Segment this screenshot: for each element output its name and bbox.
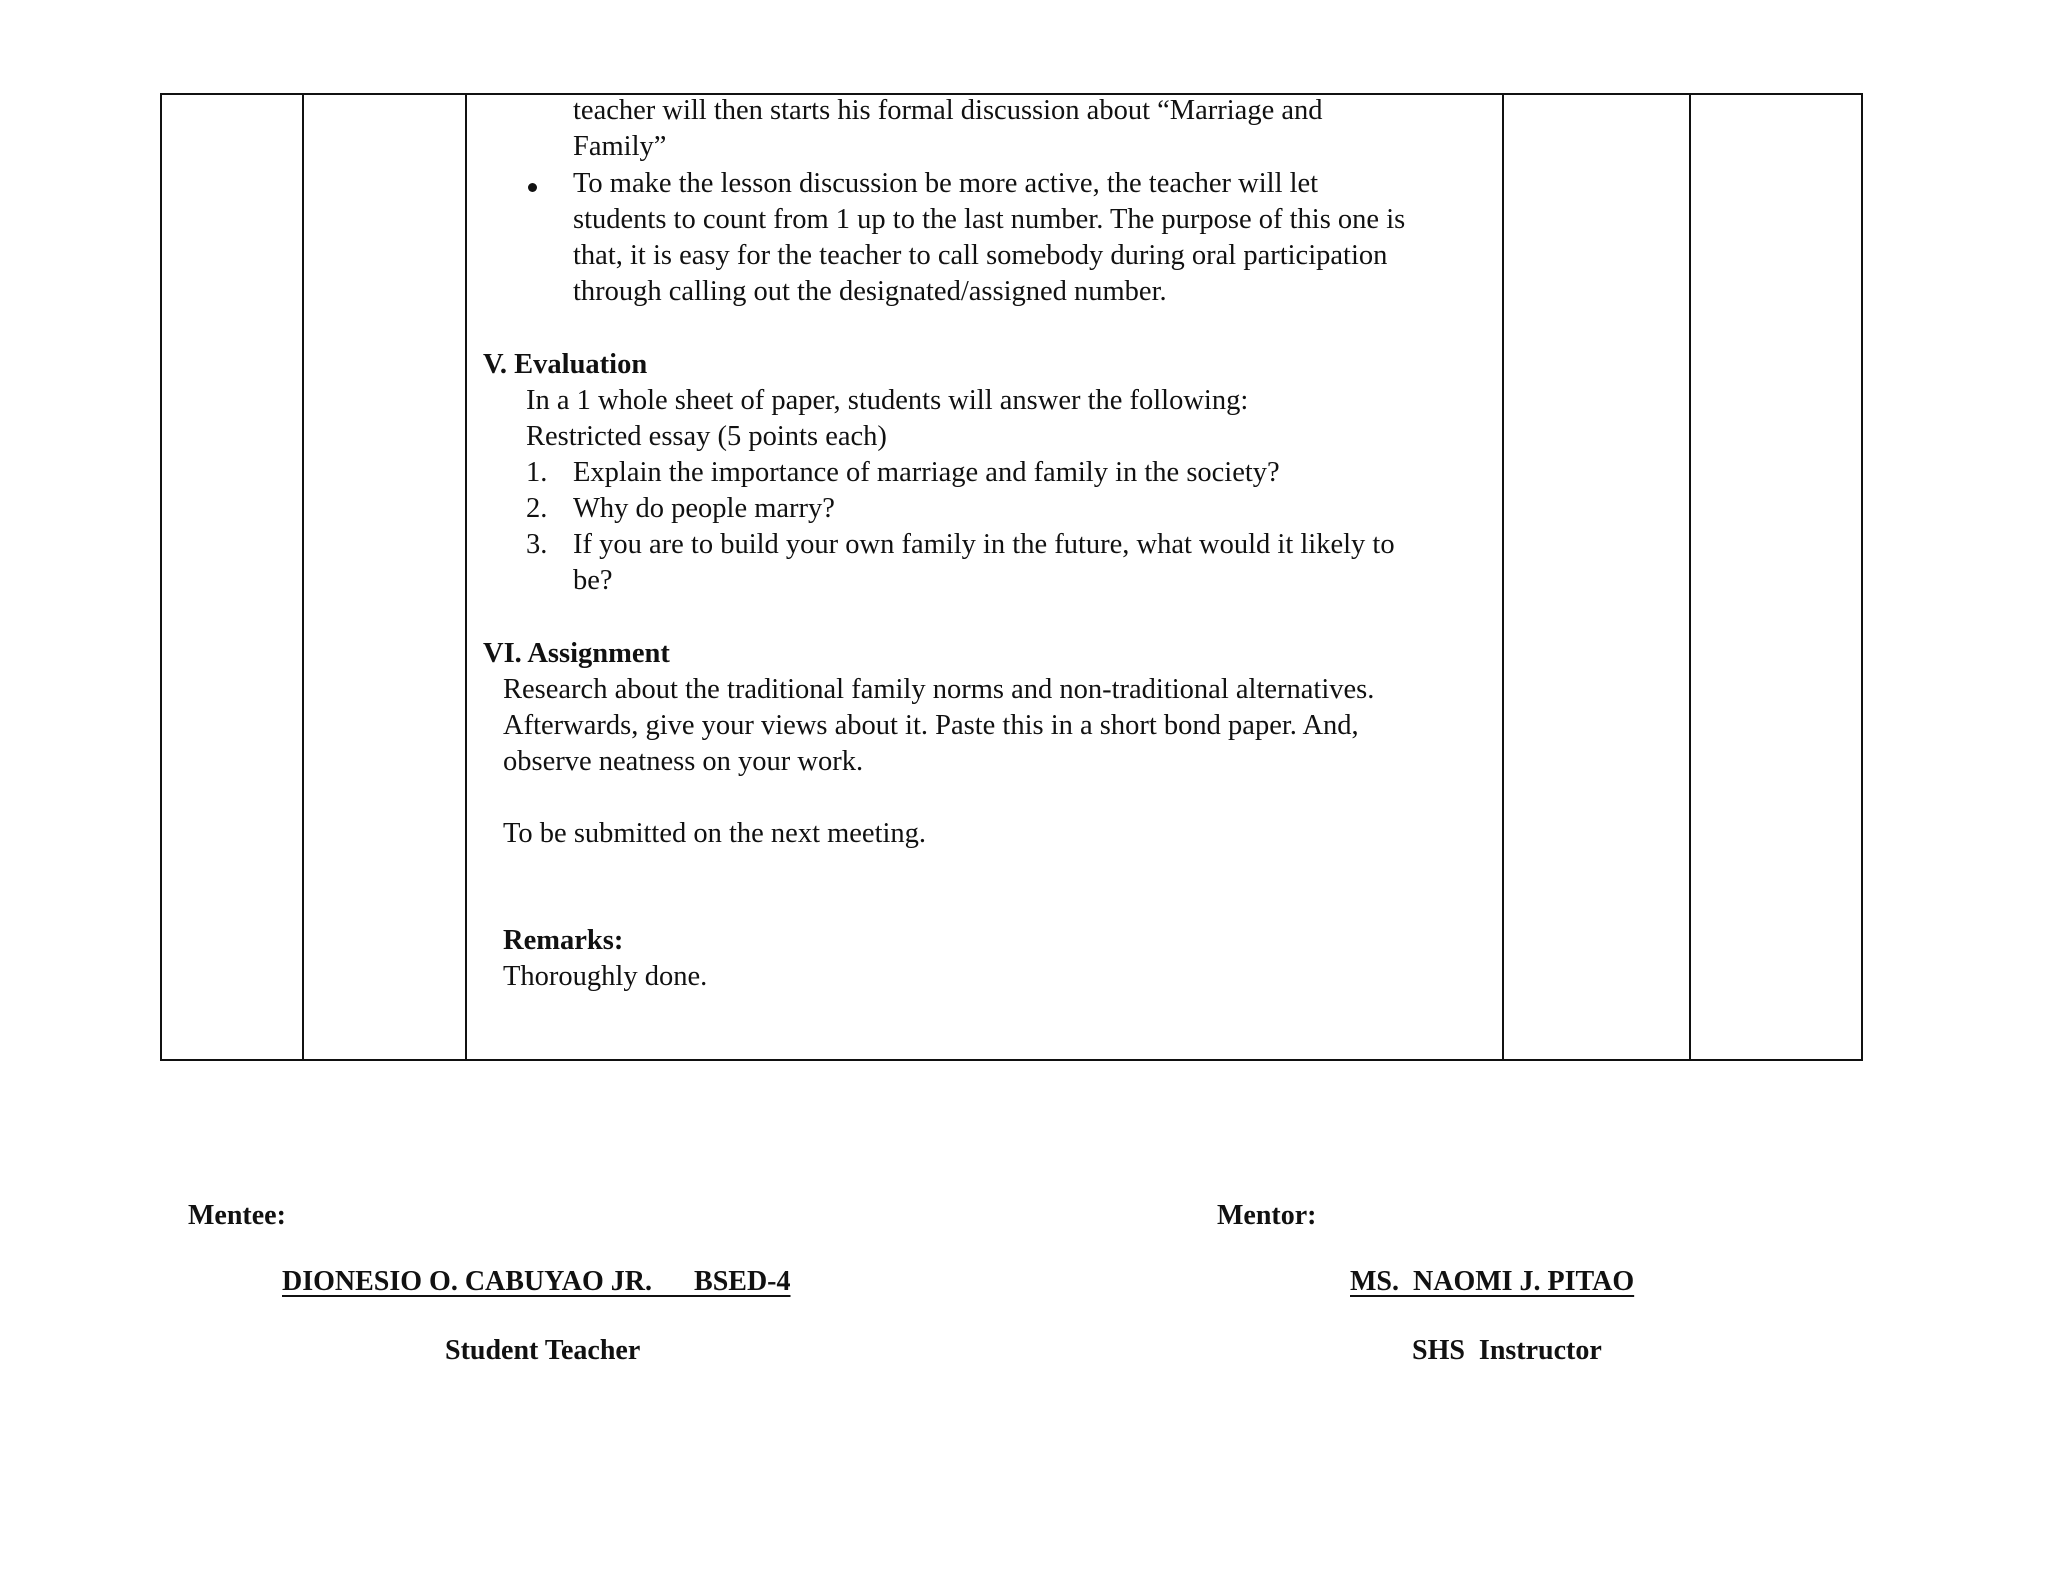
question-text: If you are to build your own family in the future, what would it likely to [573,529,1395,560]
question-number: 3. [526,529,548,560]
bullet-text-line: students to count from 1 up to the last number. The purpose of this one is [573,204,1406,235]
bullet-text-line: To make the lesson discussion be more active, the teacher will let [573,168,1319,199]
question-text: be? [573,565,613,596]
evaluation-heading: V. Evaluation [483,349,648,380]
mentee-role: Student Teacher [445,1335,641,1366]
procedure-continuation-line: teacher will then starts his formal discussion about “Marriage and [573,95,1323,126]
procedure-continuation-line: Family” [573,131,667,162]
column-divider [1689,95,1691,1059]
question-number: 2. [526,493,548,524]
question-text: Explain the importance of marriage and family in the society? [573,457,1280,488]
mentor-name: MS. NAOMI J. PITAO [1350,1266,1635,1297]
remarks-heading: Remarks: [503,925,624,956]
mentor-label: Mentor: [1217,1200,1317,1231]
assignment-text: Afterwards, give your views about it. Paste this in a short bond paper. And, [503,710,1359,741]
column-divider [1502,95,1504,1059]
evaluation-type: Restricted essay (5 points each) [526,421,887,452]
mentor-role: SHS Instructor [1412,1335,1602,1366]
assignment-heading: VI. Assignment [483,638,670,669]
bullet-text-line: through calling out the designated/assigned number. [573,276,1167,307]
column-divider [302,95,304,1059]
bullet-text-line: that, it is easy for the teacher to call somebody during oral participation [573,240,1388,271]
mentee-label: Mentee: [188,1200,286,1231]
assignment-text: Research about the traditional family norms and non-traditional alternatives. [503,674,1375,705]
bullet-icon [528,183,537,192]
assignment-text: observe neatness on your work. [503,746,864,777]
evaluation-intro: In a 1 whole sheet of paper, students will answer the following: [526,385,1249,416]
column-divider [465,95,467,1059]
question-number: 1. [526,457,548,488]
remarks-text: Thoroughly done. [503,961,708,992]
mentee-name: DIONESIO O. CABUYAO JR. BSED-4 [282,1266,791,1297]
submission-note: To be submitted on the next meeting. [503,818,927,849]
question-text: Why do people marry? [573,493,835,524]
